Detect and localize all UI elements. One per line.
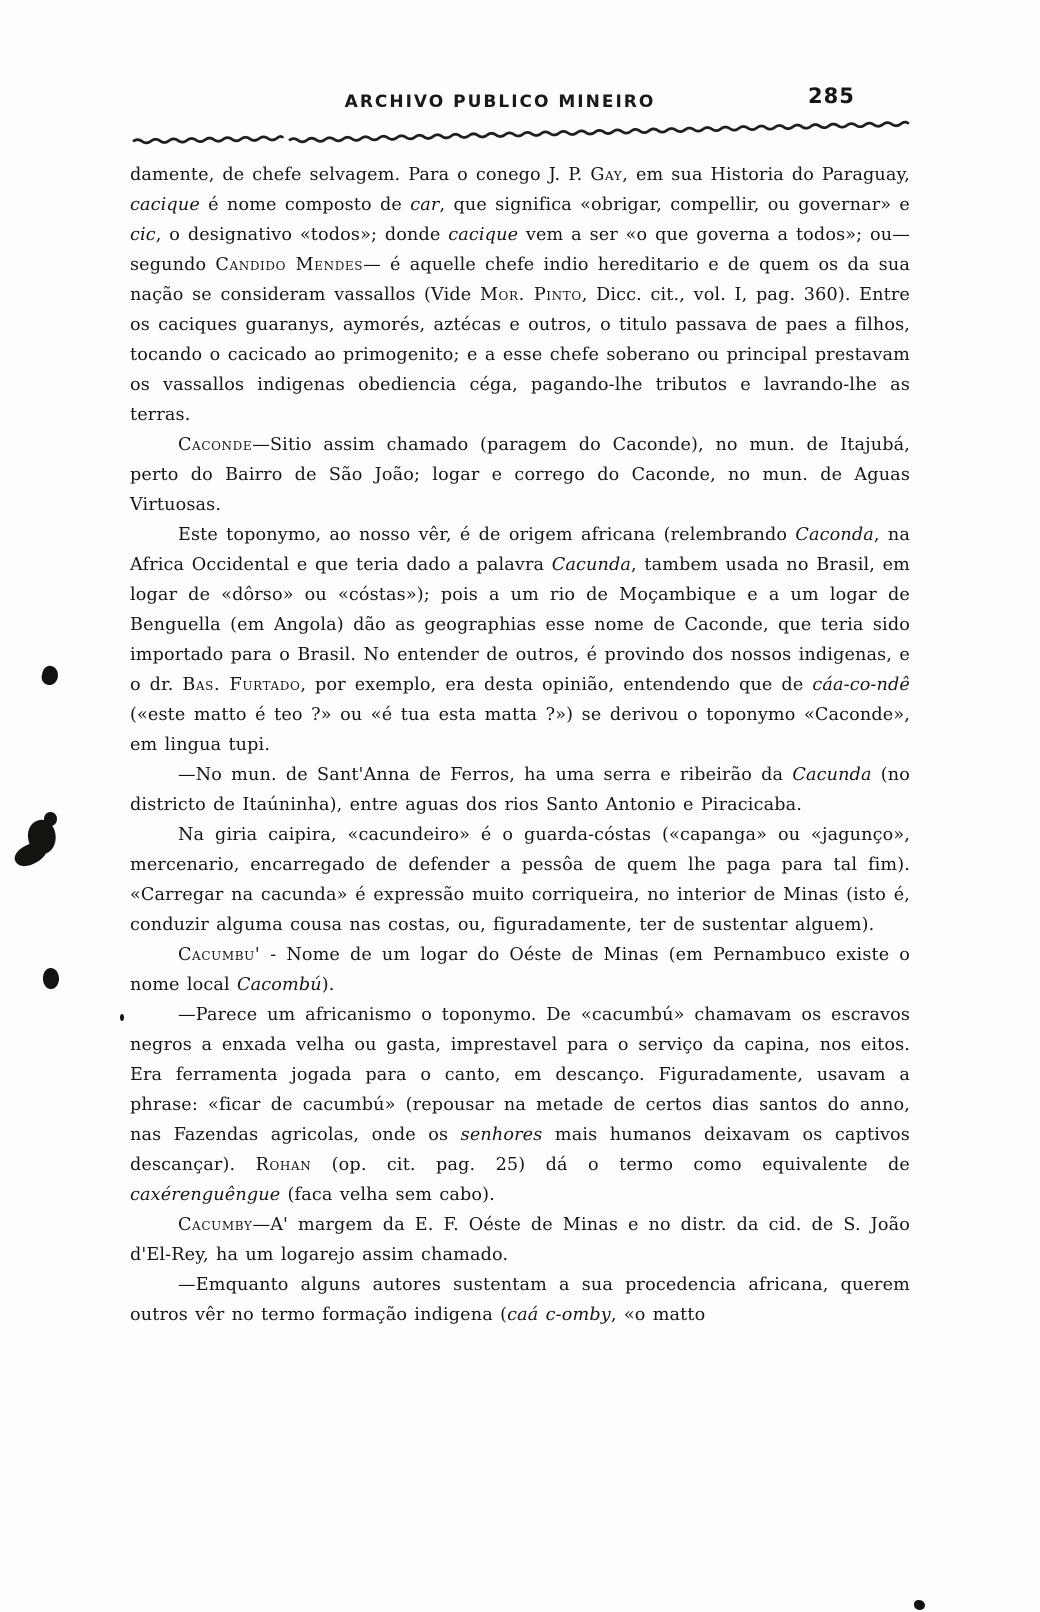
italic-term: Cacunda xyxy=(792,765,872,785)
text-run: damente, de chefe selvagem. Para o conego J. P. xyxy=(130,165,591,185)
entry-term: Caconde xyxy=(178,435,253,455)
text-run: —Emquanto alguns autores sustentam a sua procedencia africana, querem outros vêr no termo formação indigena ( xyxy=(130,1275,910,1325)
paragraph xyxy=(130,1210,910,1270)
ink-blot xyxy=(44,812,57,826)
text-run: , que significa «obrigar, compellir, ou governar» e xyxy=(439,195,910,215)
italic-term: senhores xyxy=(460,1125,543,1145)
text-run: —Parece um africanismo o toponymo. De «cacumbú» chamavam os escravos negros a enxada velha ou gasta, imprestavel para o serviço da capina, nos eitos. Era ferramenta jogada para o canto, em descanço. Figuradamente, usavam a phrase: «ficar de cacumbú» (repousar na metade de certos dias santos do anno, nas Fazendas agricolas, onde os xyxy=(130,1005,910,1145)
text-run: ). xyxy=(321,975,335,995)
entry-term: Cacumby xyxy=(178,1215,253,1235)
italic-term: caxérenguêngue xyxy=(130,1185,281,1205)
text-run: Este toponymo, ao nosso vêr, é de origem africana (relembrando xyxy=(178,525,796,545)
text-run: , por exemplo, era desta opinião, entendendo que de xyxy=(300,675,813,695)
text-run: , na Africa Occidental e que teria dado a palavra xyxy=(130,525,910,575)
paragraph xyxy=(130,160,910,430)
wavy-rule-right xyxy=(289,119,909,145)
running-header-title: ARCHIVO PUBLICO MINEIRO xyxy=(344,92,656,112)
italic-term: cáa-co-ndê xyxy=(812,675,910,695)
entry-term: Rohan xyxy=(255,1155,312,1175)
text-run: , tambem usada no Brasil, em logar de «dôrso» ou «cóstas»); pois a um rio de Moçambique e a um logar de Benguella (em Angola) dão as geographias esse nome de Caconde, que teria sido importado para o Brasil. No entender de outros, é provindo dos nossos indigenas, e o dr. xyxy=(130,555,910,695)
text-run: , Dicc. cit., vol. I, pag. 360). Entre os caciques guaranys, aymorés, aztécas e outros, o titulo passava de paes a filhos, tocando o cacicado ao primogenito; e a esse chefe soberano ou principal prestavam os vassallos indigenas obediencia céga, pagando-lhe tributos e lavrando-lhe as terras. xyxy=(130,285,910,425)
italic-term: Caconda xyxy=(795,525,874,545)
text-run: (no districto de Itaúninha), entre aguas dos rios Santo Antonio e Piracicaba. xyxy=(130,765,911,815)
text-run: , em sua Historia do Paraguay, xyxy=(622,165,910,185)
ink-speck xyxy=(120,1014,124,1021)
italic-term: Cacunda xyxy=(551,555,632,575)
text-run: mais humanos deixavam os captivos descançar). xyxy=(130,1125,910,1175)
entry-term: Mor. Pinto xyxy=(479,285,582,305)
entry-term: Cacumbu' xyxy=(178,945,261,965)
paragraph xyxy=(130,940,910,1000)
entry-term: Gay xyxy=(590,165,623,185)
text-run: — é aquelle chefe indio hereditario e de quem os da sua nação se consideram vassallos (Vide xyxy=(130,255,910,305)
paragraph xyxy=(130,520,910,760)
text-run: vem a ser «o que governa a todos»; ou—segundo xyxy=(130,225,910,275)
ink-blot xyxy=(40,664,60,686)
text-run: Na giria caipira, «cacundeiro» é o guarda-cóstas («capanga» ou «jagunço», mercenario, encarregado de defender a pessôa de quem lhe paga para tal fim). «Carregar na cacunda» é expressão muito corriqueira, no interior de Minas (isto é, conduzir alguma cousa nas costas, ou, figuradamente, ter de sustentar alguem). xyxy=(130,825,910,935)
wavy-rule-left xyxy=(133,134,283,146)
text-run: —Sitio assim chamado (paragem do Caconde), no mun. de Itajubá, perto do Bairro de São João; logar e corrego do Caconde, no mun. de Aguas Virtuosas. xyxy=(130,435,910,515)
italic-term: car xyxy=(410,195,440,215)
entry-term: Bas. Furtado xyxy=(182,675,301,695)
paragraph xyxy=(130,820,910,940)
paragraph xyxy=(130,760,910,820)
text-run: (faca velha sem cabo). xyxy=(280,1185,495,1205)
text-run: («este matto é teo ?» ou «é tua esta matta ?») se derivou o toponymo «Caconde», em lingua tupi. xyxy=(130,705,910,755)
italic-term: Cacombú xyxy=(237,975,322,995)
text-run: —A' margem da E. F. Oéste de Minas e no distr. da cid. de S. João d'El-Rey, ha um logarejo assim chamado. xyxy=(130,1215,910,1265)
text-run: , o designativo «todos»; donde xyxy=(155,225,449,245)
paragraph xyxy=(130,430,910,520)
text-run: , «o matto xyxy=(610,1305,706,1325)
text-run: —No mun. de Sant'Anna de Ferros, ha uma serra e ribeirão da xyxy=(178,765,793,785)
entry-term: Candido Mendes xyxy=(215,255,364,275)
italic-term: cic xyxy=(130,225,156,245)
text-run: (op. cit. pag. 25) dá o termo como equivalente de xyxy=(311,1155,910,1175)
document-body xyxy=(130,160,910,1330)
paragraph xyxy=(130,1000,910,1210)
ink-speck xyxy=(914,1600,925,1610)
ink-blot xyxy=(43,968,59,989)
paragraph xyxy=(130,1270,910,1330)
italic-term: cacique xyxy=(130,195,200,215)
text-run: - Nome de um logar do Oéste de Minas (em Pernambuco existe o nome local xyxy=(130,945,910,995)
italic-term: cacique xyxy=(448,225,519,245)
text-run: é nome composto de xyxy=(199,195,411,215)
page-number: 285 xyxy=(808,84,855,108)
italic-term: caá c-omby xyxy=(507,1305,611,1325)
